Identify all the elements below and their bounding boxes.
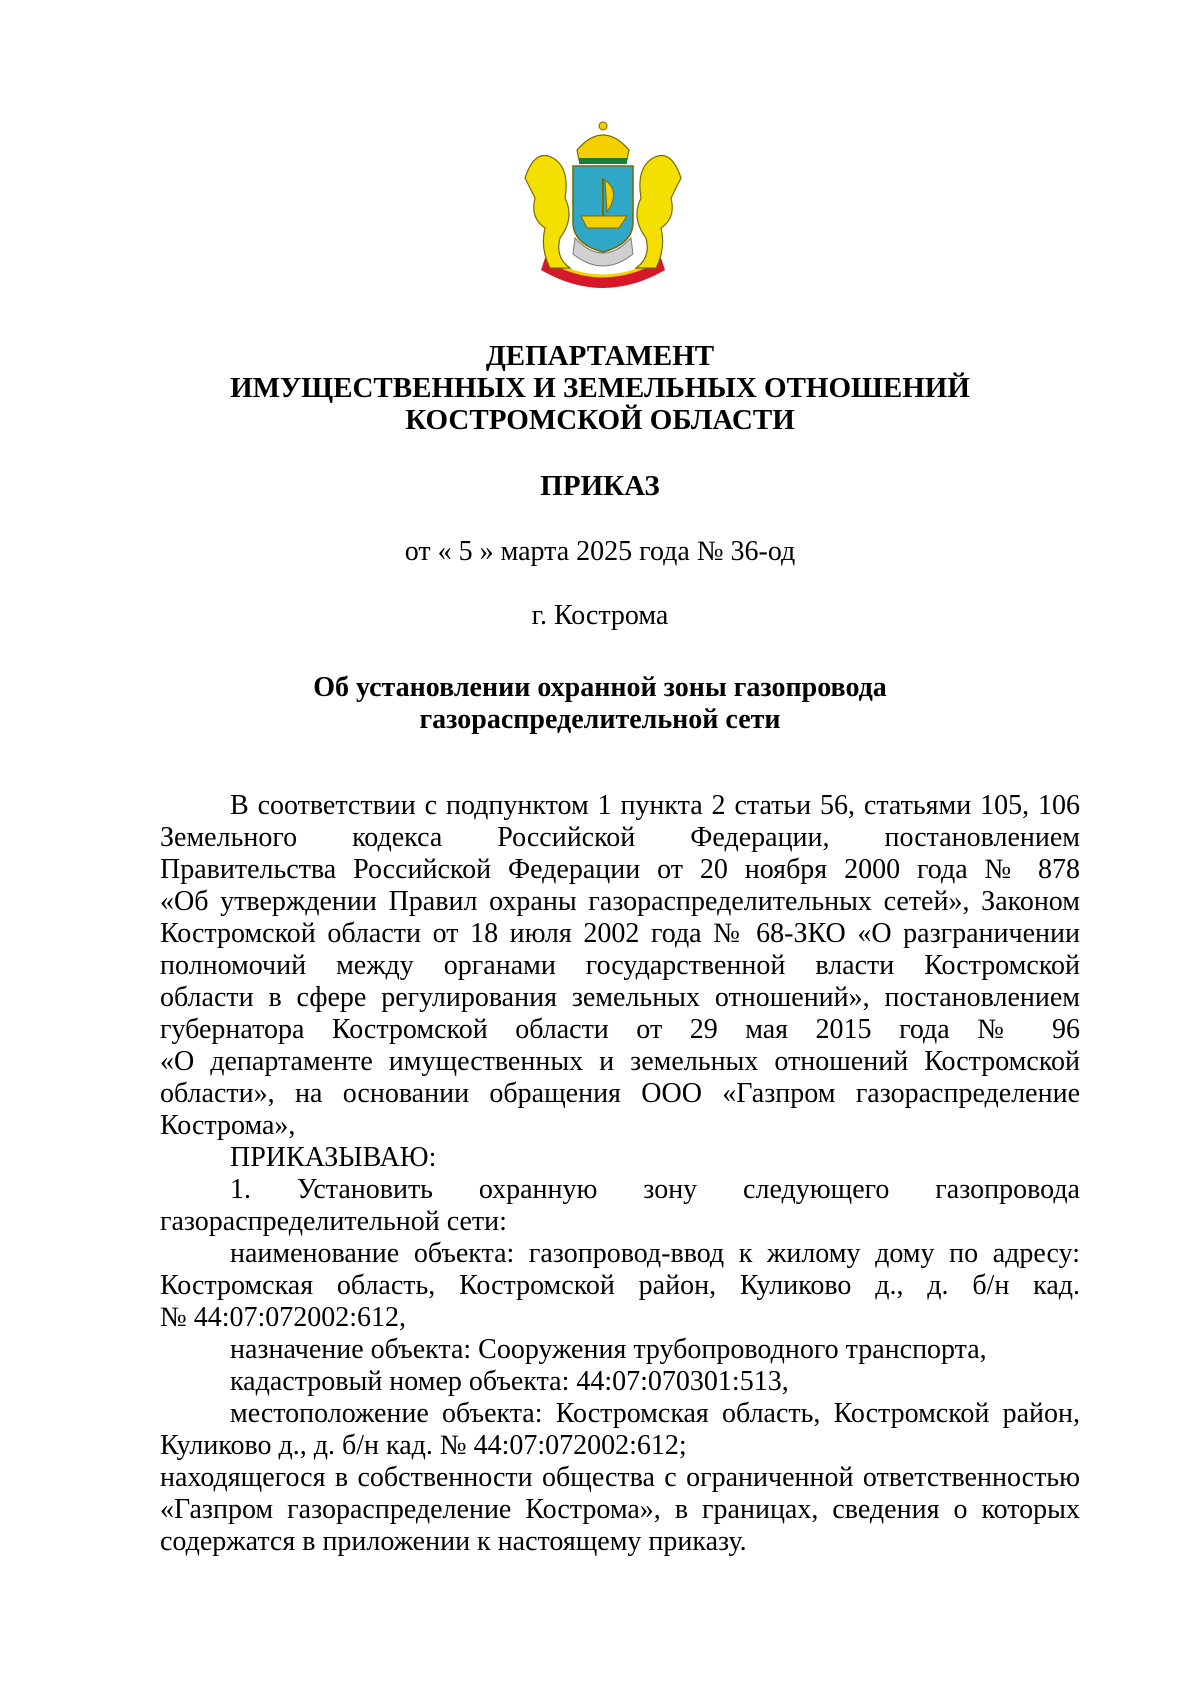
title-line-2: газораспределительной сети xyxy=(419,704,781,735)
body-line: находящегося в собственности общества с ограниченной ответственностью xyxy=(160,1462,1080,1493)
body-line: Правительства Российской Федерации от 20 ноября 2000 года № 878 xyxy=(160,854,1080,885)
body-line: «Об утверждении Правил охраны газораспределительных сетей», Законом xyxy=(160,886,1080,917)
coat-of-arms-icon xyxy=(515,118,691,294)
city-line: г. Кострома xyxy=(531,600,669,631)
department-header xyxy=(160,340,1040,436)
coat-of-arms-emblem xyxy=(515,118,691,294)
header-line-2: ИМУЩЕСТВЕННЫХ И ЗЕМЕЛЬНЫХ ОТНОШЕНИЙ xyxy=(230,372,970,404)
date-line: от « 5 » марта 2025 года № 36-од xyxy=(404,536,796,567)
body-line: «О департаменте имущественных и земельных отношений Костромской xyxy=(160,1046,1080,1077)
order-title xyxy=(160,672,1040,736)
body-line: губернатора Костромской области от 29 мая 2015 года № 96 xyxy=(160,1014,1080,1045)
title-line-1: Об установлении охранной зоны газопровода xyxy=(313,672,887,703)
body-line: 1. Установить охранную зону следующего газопровода xyxy=(230,1174,1080,1205)
body-line: полномочий между органами государственной власти Костромской xyxy=(160,950,1080,981)
body-line: Костромская область, Костромской район, Куликово д., д. б/н кад. xyxy=(160,1270,1080,1301)
body-line: № 44:07:072002:612, xyxy=(160,1302,407,1333)
body-line: ПРИКАЗЫВАЮ: xyxy=(230,1142,437,1173)
body-line: Земельного кодекса Российской Федерации, постановлением xyxy=(160,822,1080,853)
body-line: назначение объекта: Сооружения трубопроводного транспорта, xyxy=(230,1334,987,1365)
body-line: области», на основании обращения ООО «Газпром газораспределение xyxy=(160,1078,1080,1109)
body-line: наименование объекта: газопровод-ввод к жилому дому по адресу: xyxy=(230,1238,1080,1269)
body-line: кадастровый номер объекта: 44:07:070301:513, xyxy=(230,1366,789,1397)
body-line: местоположение объекта: Костромская область, Костромской район, xyxy=(230,1398,1080,1429)
body-line: В соответствии с подпунктом 1 пункта 2 статьи 56, статьями 105, 106 xyxy=(230,790,1080,821)
body-line: Куликово д., д. б/н кад. № 44:07:072002:612; xyxy=(160,1430,687,1461)
header-line-3: КОСТРОМСКОЙ ОБЛАСТИ xyxy=(405,404,795,436)
body-line: Костромской области от 18 июля 2002 года № 68-ЗКО «О разграничении xyxy=(160,918,1080,949)
body-line: Кострома», xyxy=(160,1110,296,1141)
body-line: газораспределительной сети: xyxy=(160,1206,507,1237)
body-line: содержатся в приложении к настоящему приказу. xyxy=(160,1526,747,1557)
order-body xyxy=(160,790,1080,1558)
body-line: «Газпром газораспределение Кострома», в границах, сведения о которых xyxy=(160,1494,1080,1525)
body-line: области в сфере регулирования земельных отношений», постановлением xyxy=(160,982,1080,1013)
header-line-1: ДЕПАРТАМЕНТ xyxy=(485,340,715,372)
document-type: ПРИКАЗ xyxy=(540,470,660,502)
